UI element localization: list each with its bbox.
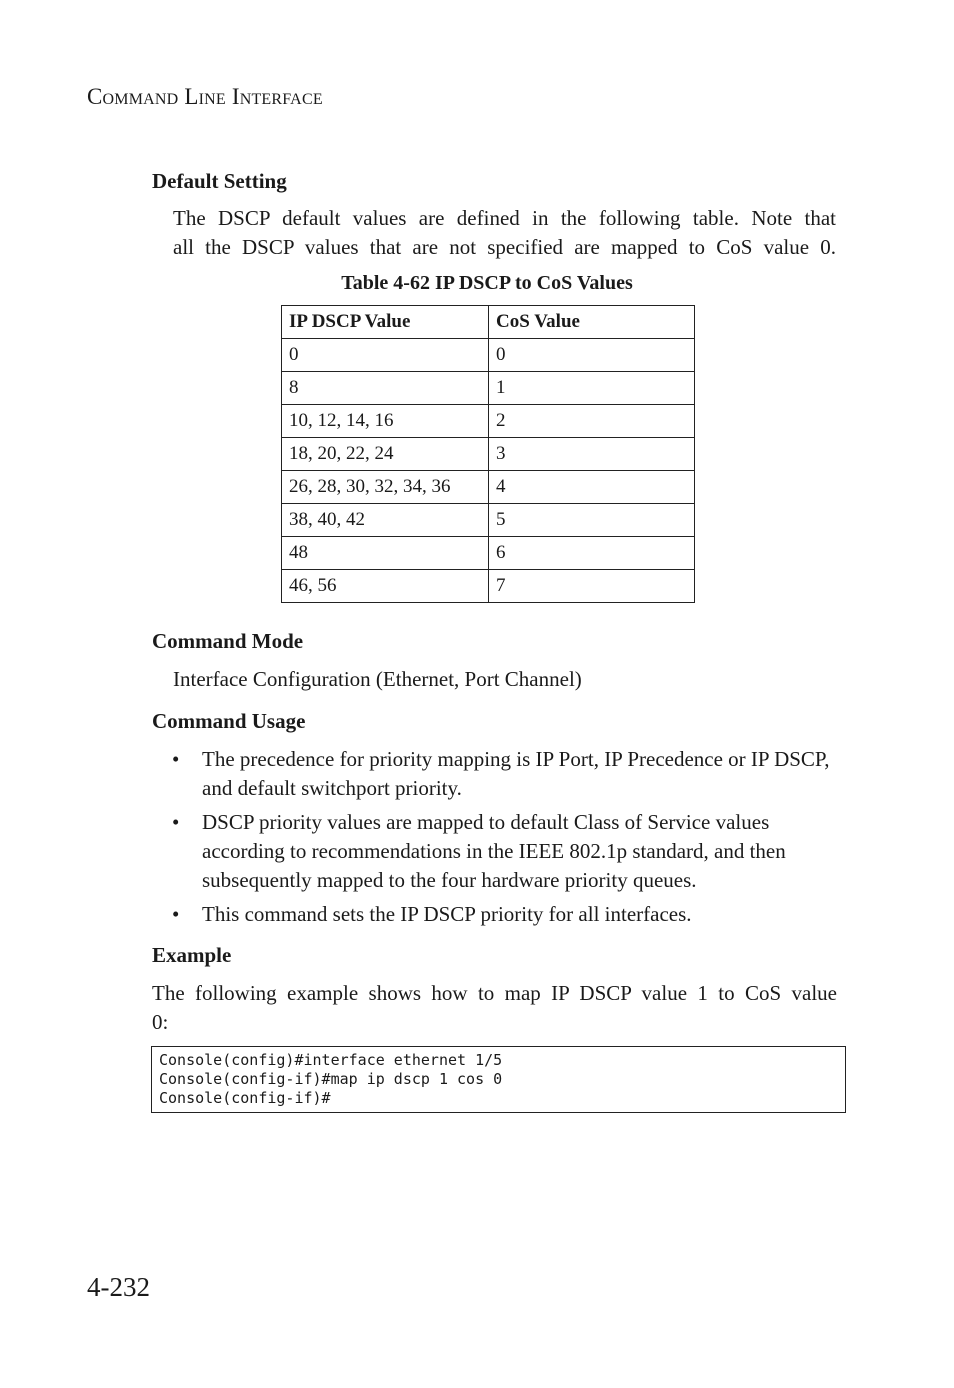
code-line: Console(config-if)#map ip dscp 1 cos 0 [159,1070,503,1088]
code-line: Console(config)#interface ethernet 1/5 [159,1051,503,1069]
table-row [282,372,695,405]
list-item-text: The precedence for priority mapping is IP Port, IP Precedence or IP DSCP, and default switchport priority. [202,747,830,800]
command-mode-heading: Command Mode [152,629,304,653]
table-row [282,504,695,537]
code-example [151,1046,846,1113]
example-intro-line-2: 0: [152,1010,169,1034]
list-item-text: DSCP priority values are mapped to default Class of Service values according to recommendations in the IEEE 802.1p standard, and then subsequently mapped to the four hardware priority queues. [202,810,786,892]
command-usage-heading: Command Usage [152,709,306,733]
table-row [282,339,695,372]
default-setting-line-2: all the DSCP values that are not specified are mapped to CoS value 0. [173,235,836,259]
example-intro-line-1: The following example shows how to map IP DSCP value 1 to CoS value [152,981,837,1005]
dscp-cell: 10, 12, 14, 16 [282,405,489,438]
column-header-ip-dscp: IP DSCP Value [282,306,489,339]
bullet-marker: • [172,747,180,771]
cos-cell: 0 [489,339,695,372]
dscp-cell: 26, 28, 30, 32, 34, 36 [282,471,489,504]
dscp-cell: 38, 40, 42 [282,504,489,537]
table-header-row [282,306,695,339]
dscp-cell: 0 [282,339,489,372]
dscp-cos-table [281,305,695,603]
dscp-cell: 8 [282,372,489,405]
dscp-cell: 18, 20, 22, 24 [282,438,489,471]
table-row [282,438,695,471]
list-item [172,900,844,929]
page-number: 4-232 [87,1272,150,1302]
header-word-command: COMMAND [87,84,179,109]
default-setting-heading: Default Setting [152,169,287,193]
running-header [87,84,323,110]
list-item [172,745,844,803]
cos-cell: 5 [489,504,695,537]
example-heading: Example [152,943,232,967]
cos-cell: 7 [489,570,695,603]
cos-cell: 3 [489,438,695,471]
table-row [282,405,695,438]
header-word-interface: INTERFACE [231,84,323,109]
bullet-marker: • [172,810,180,834]
list-item [172,808,844,895]
column-header-cos: CoS Value [489,306,695,339]
command-mode-text: Interface Configuration (Ethernet, Port Channel) [173,667,582,691]
cos-cell: 4 [489,471,695,504]
header-word-line: LINE [184,84,226,109]
table-row [282,471,695,504]
bullet-marker: • [172,902,180,926]
table-caption: Table 4-62 IP DSCP to CoS Values [341,272,633,294]
table-row [282,537,695,570]
list-item-text: This command sets the IP DSCP priority for all interfaces. [202,902,692,926]
dscp-cell: 46, 56 [282,570,489,603]
default-setting-line-1: The DSCP default values are defined in the following table. Note that [173,206,836,230]
code-line: Console(config-if)# [159,1089,331,1107]
cos-cell: 6 [489,537,695,570]
cos-cell: 1 [489,372,695,405]
dscp-cell: 48 [282,537,489,570]
cos-cell: 2 [489,405,695,438]
command-usage-list [172,745,844,934]
table-row [282,570,695,603]
